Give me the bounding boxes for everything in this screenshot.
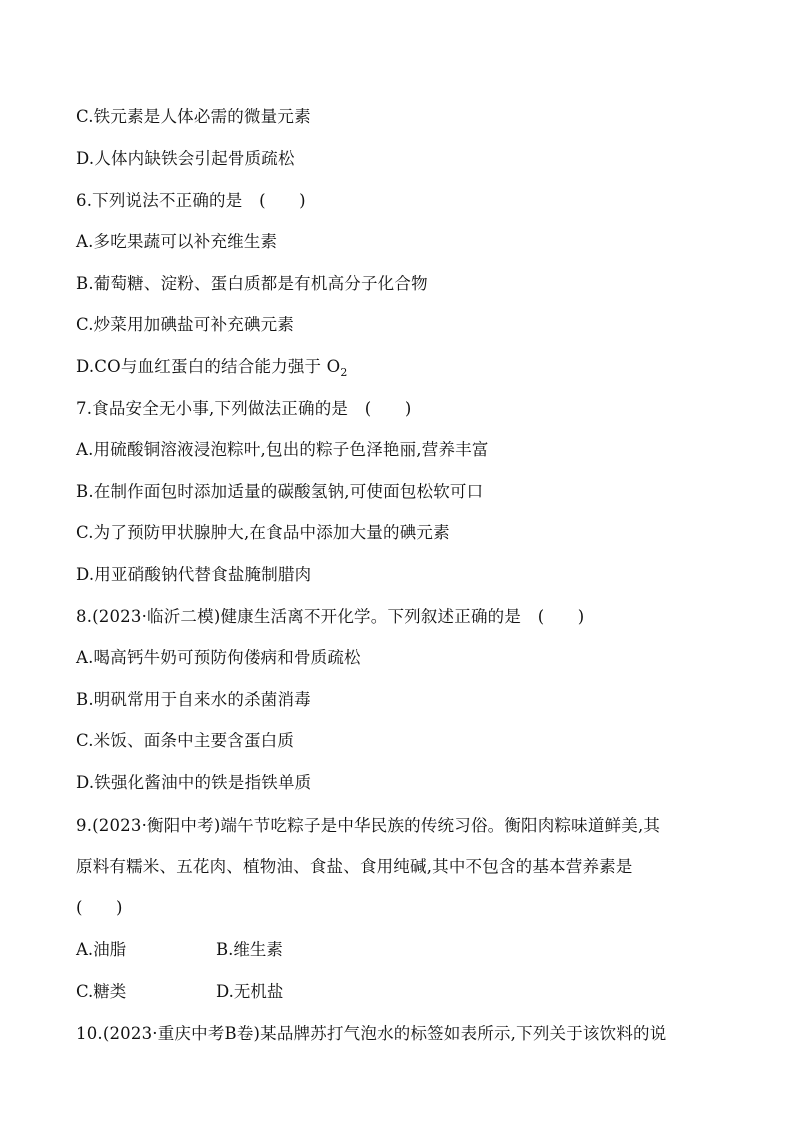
q8-option-c: C.米饭、面条中主要含蛋白质	[76, 731, 295, 750]
q5-option-d: D.人体内缺铁会引起骨质疏松	[76, 149, 295, 168]
q9-option-c: C.糖类	[76, 982, 127, 1001]
q6-option-d-text: D.CO与血红蛋白的结合能力强于 O	[76, 357, 341, 376]
q7-option-a: A.用硫酸铜溶液浸泡粽叶,包出的粽子色泽艳丽,营养丰富	[76, 440, 489, 459]
q8-stem: 8.(2023·临沂二模)健康生活离不开化学。下列叙述正确的是 ( )	[76, 607, 585, 626]
q6-option-d	[76, 356, 348, 384]
q7-option-c: C.为了预防甲状腺肿大,在食品中添加大量的碘元素	[76, 523, 450, 542]
q9-option-d: D.无机盐	[216, 982, 284, 1001]
q9-stem-line-1: 9.(2023·衡阳中考)端午节吃粽子是中华民族的传统习俗。衡阳肉粽味道鲜美,其	[76, 816, 661, 835]
q8-option-d: D.铁强化酱油中的铁是指铁单质	[76, 773, 312, 792]
q6-stem: 6.下列说法不正确的是 ( )	[76, 191, 306, 210]
q5-option-c: C.铁元素是人体必需的微量元素	[76, 107, 311, 126]
q6-option-b: B.葡萄糖、淀粉、蛋白质都是有机高分子化合物	[76, 274, 428, 293]
q8-option-a: A.喝高钙牛奶可预防佝偻病和骨质疏松	[76, 648, 361, 667]
q9-answer-blank: ( )	[76, 898, 123, 917]
q6-option-c: C.炒菜用加碘盐可补充碘元素	[76, 315, 295, 334]
q6-option-d-subscript: 2	[340, 366, 348, 379]
q7-option-b: B.在制作面包时添加适量的碳酸氢钠,可使面包松软可口	[76, 482, 484, 501]
q9-option-a: A.油脂	[76, 940, 127, 959]
q8-option-b: B.明矾常用于自来水的杀菌消毒	[76, 690, 311, 709]
q7-option-d: D.用亚硝酸钠代替食盐腌制腊肉	[76, 565, 312, 584]
q6-option-a: A.多吃果蔬可以补充维生素	[76, 232, 278, 251]
q7-stem: 7.食品安全无小事,下列做法正确的是 ( )	[76, 399, 412, 418]
q9-stem-line-2: 原料有糯米、五花肉、植物油、食盐、食用纯碱,其中不包含的基本营养素是	[76, 857, 633, 876]
q9-option-b: B.维生素	[216, 940, 283, 959]
q10-stem: 10.(2023·重庆中考B卷)某品牌苏打气泡水的标签如表所示,下列关于该饮料的说	[76, 1024, 667, 1043]
